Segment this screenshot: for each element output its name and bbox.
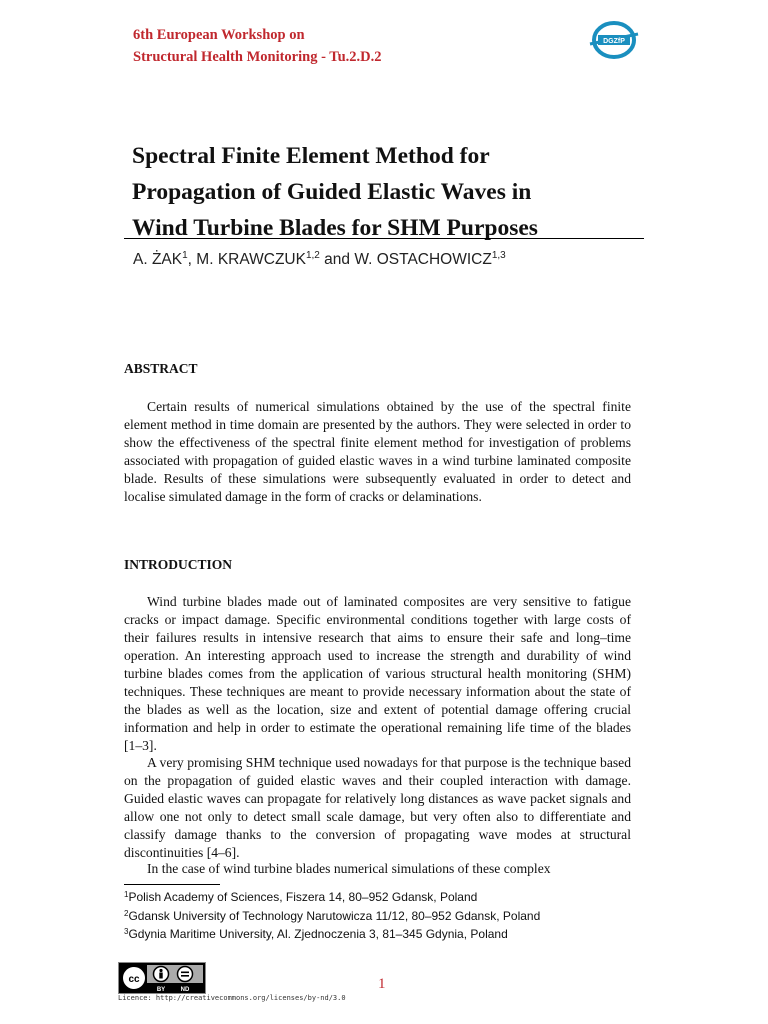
header-line-1: 6th European Workshop on [133, 27, 305, 43]
abstract-heading: ABSTRACT [124, 361, 198, 376]
author-list [133, 250, 506, 269]
intro-paragraph-2: A very promising SHM technique used nowadays for that purpose is the technique based on the propagation of guided elastic waves and their coupled interaction with damage. Guided elastic waves can propagate for relatively long distances as wave packet signals and allow one not only to detect small scale damage, but very often also to differentiate and classify damage thanks to the conversion of propagating wave modes at structural discontinuities [4–6]. [124, 755, 631, 860]
cc-by-label: BY [156, 987, 166, 993]
license-text[interactable]: Licence: http://creativecommons.org/licenses/by-nd/3.0 [118, 994, 346, 1002]
author-1: A. ŻAK [133, 251, 183, 268]
by-person-icon [154, 967, 169, 982]
conference-header [133, 24, 382, 68]
footnote-3 [124, 924, 540, 943]
creative-commons-badge[interactable] [118, 962, 206, 994]
svg-text:cc: cc [128, 974, 140, 985]
intro-paragraph-3: In the case of wind turbine blades numerical simulations of these complex [147, 861, 551, 876]
intro-paragraph-1: Wind turbine blades made out of laminated composites are very sensitive to fatigue cracks or impact damage. Specific environmental conditions together with large costs of their failures results in intensive research that aims to ensure their safe and long–time operation. An interesting approach used to increase the strength and durability of wind turbine blades comes from the application of various structural health monitoring (SHM) techniques. These techniques are meant to provide necessary information about the state of the blades as well as the location, size and extent of potential damage offering crucial information and help in order to estimate the operational remaining life time of the blades [1–3]. [124, 594, 631, 753]
logo-text: DGZfP [603, 38, 625, 45]
author-3-affiliation: 1,3 [491, 250, 506, 261]
title-line-2: Propagation of Guided Elastic Waves in [132, 179, 532, 205]
footnotes [124, 887, 540, 943]
cc-nd-label: ND [180, 987, 190, 993]
page-number: 1 [378, 976, 386, 992]
footnote-1 [124, 887, 540, 906]
author-1-affiliation: 1 [182, 250, 188, 261]
footnote-1-text: Polish Academy of Sciences, Fiszera 14, 80–952 Gdansk, Poland [128, 890, 478, 904]
author-separator: , [187, 251, 197, 268]
footnote-2 [124, 906, 540, 925]
footnote-3-marker: 3 [124, 927, 129, 936]
dgzfp-logo [584, 18, 640, 62]
footnote-3-text: Gdynia Maritime University, Al. Zjednoczenia 3, 81–345 Gdynia, Poland [128, 927, 508, 941]
footnote-2-text: Gdansk University of Technology Narutowicza 11/12, 80–952 Gdansk, Poland [128, 908, 541, 923]
author-2-affiliation: 1,2 [305, 250, 320, 261]
footnote-1-marker: 1 [124, 890, 129, 899]
author-3: W. OSTACHOWICZ [354, 251, 492, 268]
footnote-2-marker: 2 [124, 908, 129, 918]
title-line-1: Spectral Finite Element Method for [132, 143, 490, 169]
title-line-3: Wind Turbine Blades for SHM Purposes [132, 215, 538, 241]
abstract-text: Certain results of numerical simulations obtained by the use of the spectral finite element method in time domain are presented by the authors. They were selected in order to show the effectiveness of the spectral finite element method for investigation of problems associated with propagation of guided elastic waves in a wind turbine laminated composite blade. Results of these simulations were subsequently evaluated in order to detect and localise simulated damage in the form of cracks or delaminations. [124, 399, 631, 504]
footnote-rule [124, 884, 220, 885]
paper-title [132, 138, 652, 246]
no-derivatives-icon [178, 967, 193, 982]
author-2: M. KRAWCZUK [196, 251, 306, 268]
cc-icon [122, 966, 146, 990]
header-line-2: Structural Health Monitoring - Tu.2.D.2 [133, 49, 382, 65]
introduction-heading: INTRODUCTION [124, 557, 233, 572]
author-separator: and [319, 251, 355, 268]
title-rule [124, 238, 644, 239]
